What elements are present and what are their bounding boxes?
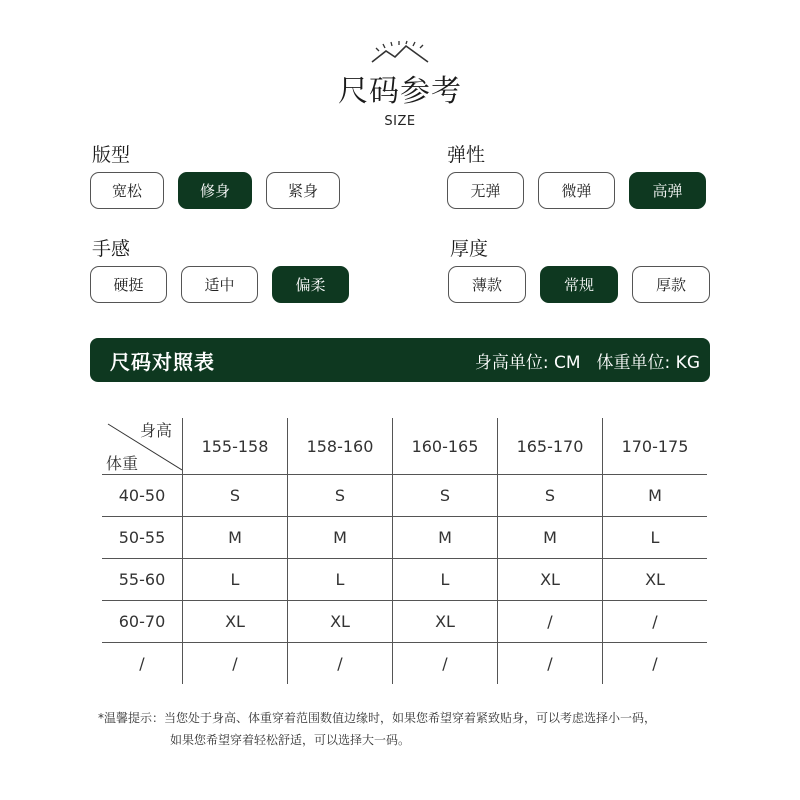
size-cell: L [183,559,288,601]
feel-label: 手感 [92,238,131,260]
size-cell: S [498,475,603,517]
thickness-option: 薄款 [448,266,526,303]
table-row [102,517,707,559]
thickness-options [448,266,710,303]
size-cell: / [652,654,658,673]
thickness-option: 厚款 [632,266,710,303]
feel-option: 适中 [181,266,258,303]
weight-unit: 体重单位: KG [596,352,700,373]
column-header: 170-175 [603,418,708,475]
elasticity-label: 弹性 [447,144,486,166]
note-line-2: 如果您希望穿着轻松舒适，可以选择大一码。 [170,733,411,747]
size-cell: XL [603,559,708,601]
column-header: 155-158 [183,418,288,475]
table-corner-cell [102,418,183,475]
row-label: / [102,643,183,685]
thickness-option: 常规 [540,266,618,303]
size-cell: / [498,601,603,643]
feel-option: 硬挺 [90,266,167,303]
table-row [102,601,707,643]
fit-option: 宽松 [90,172,164,209]
table-row [102,475,707,517]
elasticity-options [447,172,706,209]
row-label: 55-60 [102,559,183,601]
size-cell: M [393,517,498,559]
elasticity-option: 微弹 [538,172,615,209]
size-cell: / [288,643,393,685]
corner-height-label: 身高 [139,421,172,440]
size-cell: M [603,475,708,517]
fit-option: 紧身 [266,172,340,209]
table-header-row [102,418,707,475]
banner-units [475,348,700,373]
feel-option: 偏柔 [272,266,349,303]
row-label: 40-50 [102,475,183,517]
size-cell: XL [288,601,393,643]
size-cell: XL [393,601,498,643]
size-cell: M [498,517,603,559]
page-title: 尺码参考 [338,74,462,109]
size-cell: L [288,559,393,601]
table-row [102,559,707,601]
fit-options [90,172,340,209]
size-cell: L [393,559,498,601]
column-header: 160-165 [393,418,498,475]
size-cell: XL [183,601,288,643]
size-cell: M [288,517,393,559]
size-cell: S [393,475,498,517]
size-tip-note [98,707,656,751]
size-cell: M [183,517,288,559]
size-table [102,418,707,684]
elasticity-option: 无弹 [447,172,524,209]
fit-label: 版型 [92,144,131,166]
feel-options [90,266,349,303]
size-cell: / [603,601,708,643]
size-cell: / [393,643,498,685]
height-unit: 身高单位: CM [474,352,581,373]
banner-title: 尺码对照表 [110,349,215,374]
size-cell: L [603,517,708,559]
page-subtitle: SIZE [384,114,416,129]
size-cell: XL [498,559,603,601]
column-header: 165-170 [498,418,603,475]
table-row [102,643,707,685]
size-cell: / [498,643,603,685]
mountain-logo-icon [368,38,432,66]
thickness-label: 厚度 [450,238,489,260]
column-header: 158-160 [288,418,393,475]
size-cell: S [288,475,393,517]
row-label: 50-55 [102,517,183,559]
row-label: 60-70 [102,601,183,643]
size-chart-banner [90,338,710,382]
corner-weight-label: 体重 [106,454,139,473]
elasticity-option: 高弹 [629,172,706,209]
note-line-1: *温馨提示：当您处于身高、体重穿着范围数值边缘时，如果您希望穿着紧致贴身，可以考虑选择小一码， [98,711,657,725]
size-cell: S [183,475,288,517]
size-cell: / [183,643,288,685]
fit-option: 修身 [178,172,252,209]
